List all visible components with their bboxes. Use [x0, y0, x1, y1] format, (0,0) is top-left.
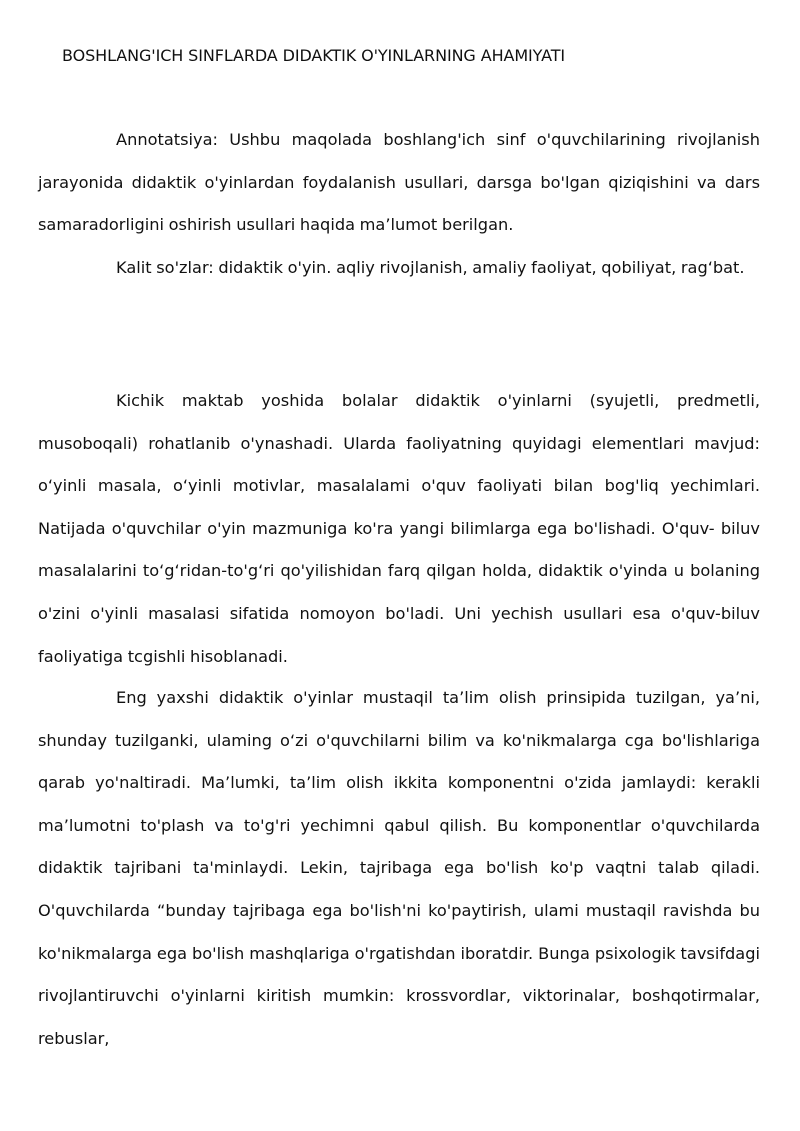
- document-title: BOSHLANG'ICH SINFLARDA DIDAKTIK O'YINLARNING AHAMIYATI: [62, 46, 565, 65]
- body-paragraph-2: Eng yaxshi didaktik o'yinlar mustaqil ta’lim olish prinsipida tuzilgan, ya’ni, shunday tuzilganki, ulaming o‘zi o'quvchilarni bilim va ko'nikmalarga cga bo'lishlariga qarab yo'naltiradi. Ma’lumki, ta’lim olish ikkita komponentni o'zida jamlaydi: kerakli ma’lumotni to'plash va to'g'ri yechimni qabul qilish. Bu komponentlar o'quvchilarda didaktik tajribani ta'minlaydi. Lekin, tajribaga ega bo'lish ko'p vaqtni talab qiladi. O'quvchilarda “bunday tajribaga ega bo'lish'ni ko'paytirish, ulami mustaqil ravishda bu ko'nikmalarga ega bo'lish mashqlariga o'rgatishdan iboratdir. Bunga psixologik tavsifdagi rivojlantiruvchi o'yinlarni kiritish mumkin: krossvordlar, viktorinalar, boshqotirmalar, rebuslar,: [38, 688, 760, 1048]
- body-paragraph-1: Kichik maktab yoshida bolalar didaktik o'yinlarni (syujetli, predmetli, musoboqali) rohatlanib o'ynashadi. Ularda faoliyatning quyidagi elementlari mavjud: o‘yinli masala, o‘yinli motivlar, masalalami o'quv faoliyati bilan bog'liq yechimlari. Natijada o'quvchilar o'yin mazmuniga ko'ra yangi bilimlarga ega bo'lishadi. O'quv- biluv masalalarini to‘g‘ridan-to'g‘ri qo'yilishidan farq qilgan holda, didaktik o'yinda u bolaning o'zini o'yinli masalasi sifatida nomoyon bo'ladi. Uni yechish usullari esa o'quv-biluv faoliyatiga tcgishli hisoblanadi.: [38, 391, 760, 666]
- annotation-paragraph: Annotatsiya: Ushbu maqolada boshlang'ich sinf o'quvchilarining rivojlanish jarayonida didaktik o'yinlardan foydalanish usullari, darsga bo'lgan qiziqishini va dars samaradorligini oshirish usullari haqida ma’lumot berilgan.: [38, 130, 760, 235]
- keywords-paragraph: Kalit so'zlar: didaktik o'yin. aqliy rivojlanish, amaliy faoliyat, qobiliyat, rag‘bat.: [116, 258, 745, 277]
